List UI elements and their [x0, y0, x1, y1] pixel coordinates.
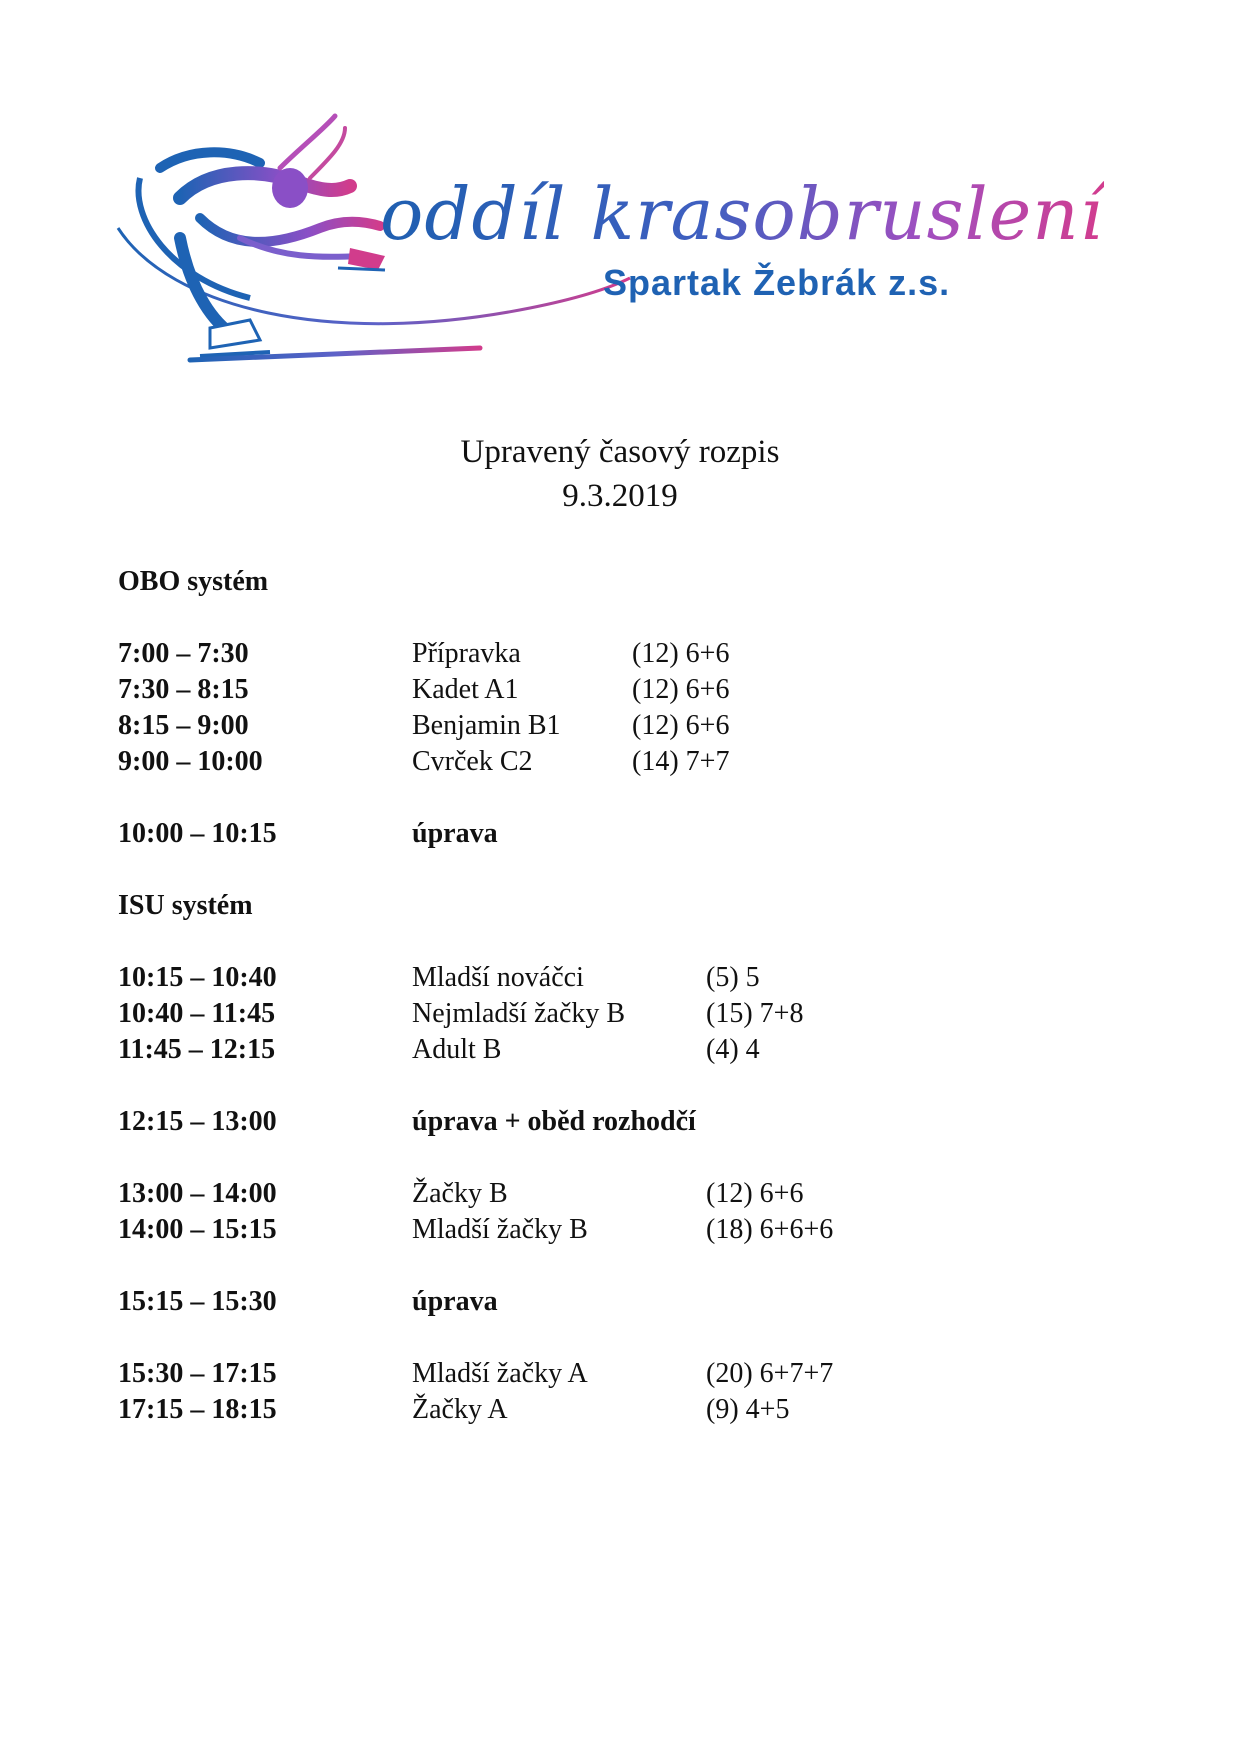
row-category: Žačky A: [412, 1394, 508, 1425]
row-count: (9) 4+5: [706, 1394, 790, 1425]
row-count: (15) 7+8: [706, 998, 804, 1029]
schedule-row: [118, 636, 1118, 672]
row-time: 15:30 – 17:15: [118, 1358, 277, 1389]
row-time: 11:45 – 12:15: [118, 1034, 276, 1065]
section-heading-obo: OBO systém: [118, 566, 269, 597]
row-time: 7:00 – 7:30: [118, 638, 249, 669]
row-count: (4) 4: [706, 1034, 760, 1065]
logo-title: oddíl krasobruslení: [380, 172, 1104, 256]
row-category: Mladší nováčci: [412, 962, 584, 993]
break-row: [118, 1284, 1118, 1320]
row-count: (12) 6+6: [632, 710, 730, 741]
row-count: (5) 5: [706, 962, 760, 993]
break-row: [118, 1104, 1118, 1140]
schedule-row: [118, 1392, 1118, 1428]
row-time: 10:15 – 10:40: [118, 962, 277, 993]
row-category: Žačky B: [412, 1178, 508, 1209]
document-date: 9.3.2019: [562, 478, 678, 514]
document-title-block: [0, 430, 1240, 518]
row-category: Cvrček C2: [412, 746, 533, 777]
schedule: [118, 564, 1118, 1428]
schedule-row: [118, 672, 1118, 708]
row-count: (12) 6+6: [632, 638, 730, 669]
schedule-row: [118, 708, 1118, 744]
break-time: 12:15 – 13:00: [118, 1106, 277, 1137]
row-time: 14:00 – 15:15: [118, 1214, 277, 1245]
section-heading-isu: ISU systém: [118, 890, 253, 921]
row-time: 7:30 – 8:15: [118, 674, 249, 705]
row-category: Přípravka: [412, 638, 521, 669]
row-time: 9:00 – 10:00: [118, 746, 263, 777]
logo-subtitle: Spartak Žebrák z.s.: [603, 262, 951, 303]
row-count: (12) 6+6: [632, 674, 730, 705]
schedule-row: [118, 1212, 1118, 1248]
break-label: úprava + oběd rozhodčí: [412, 1106, 696, 1137]
row-category: Mladší žačky A: [412, 1358, 588, 1389]
row-category: Adult B: [412, 1034, 502, 1065]
row-category: Benjamin B1: [412, 710, 561, 741]
row-category: Kadet A1: [412, 674, 519, 705]
break-row: [118, 816, 1118, 852]
row-category: Nejmladší žačky B: [412, 998, 626, 1029]
schedule-row: [118, 960, 1118, 996]
row-count: (18) 6+6+6: [706, 1214, 834, 1245]
row-time: 17:15 – 18:15: [118, 1394, 277, 1425]
row-time: 8:15 – 9:00: [118, 710, 249, 741]
row-count: (14) 7+7: [632, 746, 730, 777]
row-count: (20) 6+7+7: [706, 1358, 834, 1389]
row-category: Mladší žačky B: [412, 1214, 588, 1245]
club-logo: [110, 108, 1110, 408]
schedule-row: [118, 1032, 1118, 1068]
break-time: 10:00 – 10:15: [118, 818, 277, 849]
document-title: Upravený časový rozpis: [460, 434, 780, 470]
row-count: (12) 6+6: [706, 1178, 804, 1209]
break-time: 15:15 – 15:30: [118, 1286, 277, 1317]
schedule-row: [118, 1176, 1118, 1212]
schedule-row: [118, 744, 1118, 780]
row-time: 10:40 – 11:45: [118, 998, 276, 1029]
break-label: úprava: [412, 1286, 498, 1317]
break-label: úprava: [412, 818, 498, 849]
row-time: 13:00 – 14:00: [118, 1178, 277, 1209]
schedule-row: [118, 996, 1118, 1032]
schedule-row: [118, 1356, 1118, 1392]
figure-skater-icon: [110, 108, 1110, 408]
